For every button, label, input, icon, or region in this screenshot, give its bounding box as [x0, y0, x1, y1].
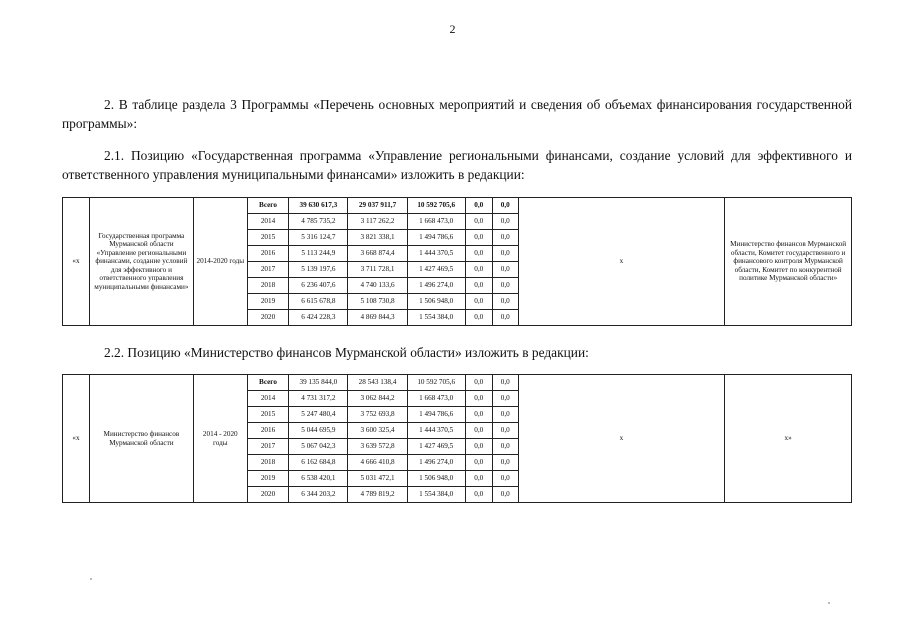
- cell-total: 6 344 203,2: [289, 487, 348, 503]
- cell-total: 5 044 695,9: [289, 423, 348, 439]
- cell-year: 2019: [247, 471, 289, 487]
- program-name-cell: Государственная программа Мурманской области «Управление региональными финансами, создание условий для эффективного и ответственного управления муниципальными финансами»: [89, 198, 193, 326]
- cell-federal: 1 496 274,0: [407, 455, 465, 471]
- page-number: 2: [449, 22, 456, 36]
- cell-total: 6 538 420,1: [289, 471, 348, 487]
- cell-year: 2016: [247, 423, 289, 439]
- cell-local: 0,0: [465, 487, 492, 503]
- cell-regional: 5 108 730,8: [348, 294, 407, 310]
- cell-local: 0,0: [465, 439, 492, 455]
- cell-local: 0,0: [465, 407, 492, 423]
- period-cell: 2014 - 2020 годы: [193, 375, 247, 503]
- cell-local: 0,0: [465, 230, 492, 246]
- cell-other: 0,0: [492, 198, 518, 214]
- table-ministry-finance: [62, 374, 852, 503]
- cell-regional: 3 711 728,1: [348, 262, 407, 278]
- cell-local: 0,0: [465, 310, 492, 326]
- table-row: [63, 375, 852, 391]
- cell-local: 0,0: [465, 198, 492, 214]
- cell-federal: 1 668 473,0: [407, 214, 465, 230]
- cell-regional: 4 666 410,8: [348, 455, 407, 471]
- cell-regional: 3 752 693,8: [348, 407, 407, 423]
- row-mark-cell: «х: [63, 375, 90, 503]
- cell-year: 2014: [247, 214, 289, 230]
- cell-regional: 3 821 338,1: [348, 230, 407, 246]
- cell-regional: 3 117 262,2: [348, 214, 407, 230]
- x-cell: х: [518, 198, 725, 326]
- scan-speck: [90, 578, 92, 580]
- cell-local: 0,0: [465, 294, 492, 310]
- cell-regional: 4 789 819,2: [348, 487, 407, 503]
- cell-other: 0,0: [492, 439, 518, 455]
- cell-local: 0,0: [465, 278, 492, 294]
- cell-year: 2017: [247, 262, 289, 278]
- cell-year: 2016: [247, 246, 289, 262]
- cell-regional: 4 740 133,6: [348, 278, 407, 294]
- cell-federal: 1 444 370,5: [407, 423, 465, 439]
- x-cell: х: [518, 375, 725, 503]
- cell-regional: 3 639 572,8: [348, 439, 407, 455]
- cell-total: 4 731 317,2: [289, 391, 348, 407]
- cell-year: 2020: [247, 310, 289, 326]
- cell-other: 0,0: [492, 262, 518, 278]
- cell-year: 2014: [247, 391, 289, 407]
- cell-federal: 1 496 274,0: [407, 278, 465, 294]
- cell-total: 6 424 228,3: [289, 310, 348, 326]
- cell-year: 2015: [247, 230, 289, 246]
- cell-federal: 1 506 948,0: [407, 294, 465, 310]
- cell-total: 5 316 124,7: [289, 230, 348, 246]
- cell-local: 0,0: [465, 214, 492, 230]
- cell-total: 39 135 844,0: [289, 375, 348, 391]
- cell-total: 39 630 617,3: [289, 198, 348, 214]
- row-mark-cell: «х: [63, 198, 90, 326]
- cell-year: 2019: [247, 294, 289, 310]
- cell-federal: 10 592 705,6: [407, 375, 465, 391]
- program-name-cell: Министерство финансов Мурманской области: [89, 375, 193, 503]
- cell-other: 0,0: [492, 391, 518, 407]
- cell-other: 0,0: [492, 230, 518, 246]
- cell-other: 0,0: [492, 278, 518, 294]
- executor-cell: х»: [725, 375, 852, 503]
- cell-year: Всего: [247, 198, 289, 214]
- cell-other: 0,0: [492, 471, 518, 487]
- cell-local: 0,0: [465, 262, 492, 278]
- cell-year: Всего: [247, 375, 289, 391]
- cell-federal: 10 592 705,6: [407, 198, 465, 214]
- scan-speck: [828, 602, 830, 604]
- cell-federal: 1 554 384,0: [407, 310, 465, 326]
- cell-regional: 28 543 138,4: [348, 375, 407, 391]
- cell-local: 0,0: [465, 455, 492, 471]
- cell-regional: 4 869 844,3: [348, 310, 407, 326]
- cell-regional: 3 062 844,2: [348, 391, 407, 407]
- cell-total: 6 236 407,6: [289, 278, 348, 294]
- cell-regional: 3 600 325,4: [348, 423, 407, 439]
- cell-federal: 1 444 370,5: [407, 246, 465, 262]
- cell-federal: 1 427 469,5: [407, 262, 465, 278]
- cell-other: 0,0: [492, 294, 518, 310]
- paragraph-2: 2. В таблице раздела 3 Программы «Перечень основных мероприятий и сведения об объемах финансирования государственной программы»:: [62, 97, 852, 131]
- cell-total: 5 247 480,4: [289, 407, 348, 423]
- cell-federal: 1 427 469,5: [407, 439, 465, 455]
- cell-other: 0,0: [492, 407, 518, 423]
- cell-local: 0,0: [465, 246, 492, 262]
- cell-year: 2017: [247, 439, 289, 455]
- cell-total: 5 067 042,3: [289, 439, 348, 455]
- cell-federal: 1 668 473,0: [407, 391, 465, 407]
- cell-local: 0,0: [465, 375, 492, 391]
- cell-year: 2018: [247, 455, 289, 471]
- cell-federal: 1 494 786,6: [407, 407, 465, 423]
- paragraph-2-2: 2.2. Позицию «Министерство финансов Мурманской области» изложить в редакции:: [104, 345, 589, 360]
- cell-other: 0,0: [492, 455, 518, 471]
- cell-other: 0,0: [492, 214, 518, 230]
- cell-federal: 1 554 384,0: [407, 487, 465, 503]
- cell-regional: 29 037 911,7: [348, 198, 407, 214]
- cell-total: 6 162 684,8: [289, 455, 348, 471]
- cell-local: 0,0: [465, 391, 492, 407]
- cell-other: 0,0: [492, 375, 518, 391]
- cell-year: 2015: [247, 407, 289, 423]
- cell-regional: 3 668 874,4: [348, 246, 407, 262]
- cell-federal: 1 506 948,0: [407, 471, 465, 487]
- cell-total: 5 139 197,6: [289, 262, 348, 278]
- table-state-program: [62, 197, 852, 326]
- cell-year: 2020: [247, 487, 289, 503]
- cell-federal: 1 494 786,6: [407, 230, 465, 246]
- cell-other: 0,0: [492, 487, 518, 503]
- executor-cell: Министерство финансов Мурманской области, Комитет государственного и финансового контроля Мурманской области, Комитет по конкурентной политике Мурманской области»: [725, 198, 852, 326]
- period-cell: 2014-2020 годы: [193, 198, 247, 326]
- table-row: [63, 198, 852, 214]
- cell-local: 0,0: [465, 471, 492, 487]
- cell-other: 0,0: [492, 310, 518, 326]
- cell-other: 0,0: [492, 246, 518, 262]
- cell-total: 5 113 244,9: [289, 246, 348, 262]
- cell-other: 0,0: [492, 423, 518, 439]
- paragraph-2-1: 2.1. Позицию «Государственная программа «Управление региональными финансами, создание условий для эффективного и ответственного управления муниципальными финансами» изложить в редакции:: [62, 148, 852, 182]
- cell-total: 6 615 678,8: [289, 294, 348, 310]
- cell-total: 4 785 735,2: [289, 214, 348, 230]
- cell-year: 2018: [247, 278, 289, 294]
- cell-local: 0,0: [465, 423, 492, 439]
- cell-regional: 5 031 472,1: [348, 471, 407, 487]
